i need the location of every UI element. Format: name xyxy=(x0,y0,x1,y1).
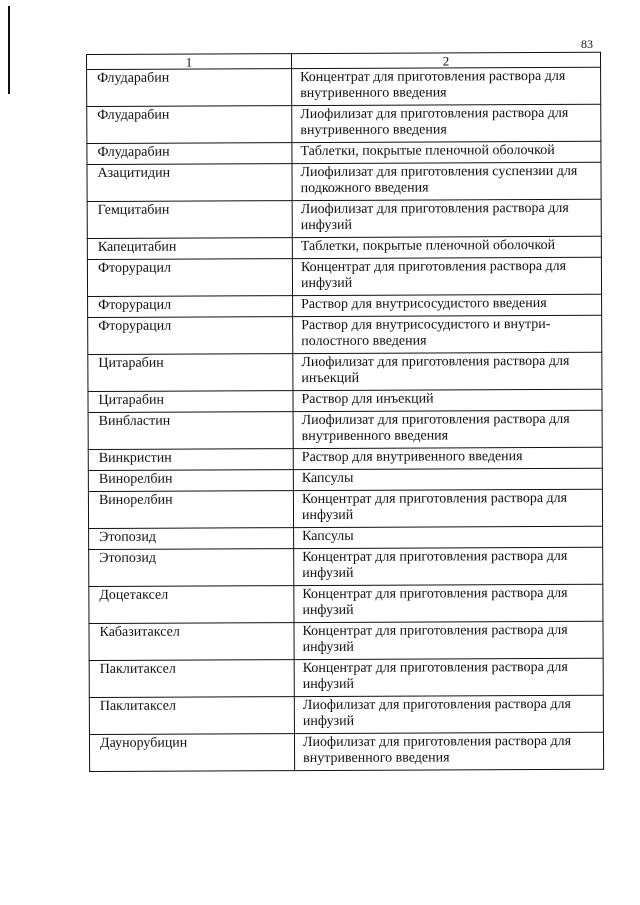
dosage-form-cell: Концентрат для приготовления раствора для инфузий xyxy=(294,584,603,622)
dosage-form-cell: Лиофилизат для приготовления раствора для внутривенного введения xyxy=(293,410,602,448)
table-row xyxy=(87,104,601,143)
table-row xyxy=(88,389,602,412)
table-row xyxy=(89,732,603,771)
dosage-form-cell: Лиофилизат для приготовления раствора для инфузий xyxy=(294,695,603,733)
margin-line xyxy=(8,6,10,94)
table-row xyxy=(89,695,603,734)
dosage-form-cell: Раствор для внутривенного введения xyxy=(293,447,602,469)
table-row xyxy=(89,547,603,586)
dosage-form-cell: Концентрат для приготовления раствора для инфузий xyxy=(292,257,601,295)
dosage-form-cell: Раствор для внутрисосудистого введения xyxy=(293,294,602,316)
drug-name-cell: Фторурацил xyxy=(88,317,293,355)
dosage-form-cell: Капсулы xyxy=(293,468,602,490)
dosage-form-cell: Лиофилизат для приготовления суспензии для подкожного введения xyxy=(292,162,601,200)
dosage-form-cell: Раствор для инъекций xyxy=(293,389,602,411)
drug-name-cell: Винорелбин xyxy=(88,470,293,492)
drug-name-cell: Доцетаксел xyxy=(89,586,294,624)
table-row xyxy=(88,352,602,391)
drug-name-cell: Кабазитаксел xyxy=(89,623,294,661)
drug-table xyxy=(86,52,604,772)
drug-name-cell: Цитарабин xyxy=(88,391,293,413)
dosage-form-cell: Лиофилизат для приготовления раствора для внутривенного введения xyxy=(292,104,601,142)
dosage-form-cell: Концентрат для приготовления раствора для инфузий xyxy=(294,658,603,696)
drug-table-container xyxy=(86,52,603,772)
page-number: 83 xyxy=(581,37,593,51)
table-body xyxy=(87,67,604,771)
dosage-form-cell: Лиофилизат для приготовления раствора для внутривенного введения xyxy=(294,732,603,770)
table-row xyxy=(88,294,602,317)
dosage-form-cell: Концентрат для приготовления раствора для инфузий xyxy=(294,621,603,659)
table-row xyxy=(87,162,601,201)
table-row xyxy=(87,257,601,296)
table-row xyxy=(88,468,602,491)
table-row xyxy=(88,315,602,354)
dosage-form-cell: Капсулы xyxy=(294,526,603,548)
drug-name-cell: Паклитаксел xyxy=(89,697,294,735)
dosage-form-cell: Раствор для внутрисосудистого и внутри-полостного введения xyxy=(293,315,602,353)
table-row xyxy=(89,621,603,660)
drug-name-cell: Этопозид xyxy=(89,549,294,587)
drug-name-cell: Фторурацил xyxy=(88,296,293,318)
table-row xyxy=(89,526,603,549)
table-row xyxy=(89,658,603,697)
table-row xyxy=(87,236,601,259)
dosage-form-cell: Концентрат для приготовления раствора для внутривенного введения xyxy=(292,67,601,105)
dosage-form-cell: Концентрат для приготовления раствора для инфузий xyxy=(293,489,602,527)
drug-name-cell: Винорелбин xyxy=(88,491,293,529)
dosage-form-cell: Лиофилизат для приготовления раствора для инъекций xyxy=(293,352,602,390)
table-row xyxy=(89,584,603,623)
drug-name-cell: Винбластин xyxy=(88,412,293,450)
drug-name-cell: Флударабин xyxy=(87,69,292,107)
drug-name-cell: Паклитаксел xyxy=(89,660,294,698)
drug-name-cell: Азацитидин xyxy=(87,164,292,202)
drug-name-cell: Флударабин xyxy=(87,143,292,165)
drug-name-cell: Этопозид xyxy=(89,528,294,550)
drug-name-cell: Капецитабин xyxy=(87,238,292,260)
table-row xyxy=(88,447,602,470)
drug-name-cell: Флударабин xyxy=(87,106,292,144)
table-row xyxy=(88,410,602,449)
table-row xyxy=(88,489,602,528)
drug-name-cell: Гемцитабин xyxy=(87,201,292,239)
dosage-form-cell: Концентрат для приготовления раствора для инфузий xyxy=(294,547,603,585)
dosage-form-cell: Таблетки, покрытые пленочной оболочкой xyxy=(292,141,601,163)
drug-name-cell: Даунорубицин xyxy=(89,734,294,772)
table-row xyxy=(87,141,601,164)
dosage-form-cell: Таблетки, покрытые пленочной оболочкой xyxy=(292,236,601,258)
table-row xyxy=(87,67,601,106)
dosage-form-cell: Лиофилизат для приготовления раствора для инфузий xyxy=(292,199,601,237)
drug-name-cell: Фторурацил xyxy=(87,259,292,297)
drug-name-cell: Цитарабин xyxy=(88,354,293,392)
drug-name-cell: Винкристин xyxy=(88,449,293,471)
column-header-2: 2 xyxy=(292,52,601,68)
column-header-1: 1 xyxy=(87,54,292,70)
table-row xyxy=(87,199,601,238)
